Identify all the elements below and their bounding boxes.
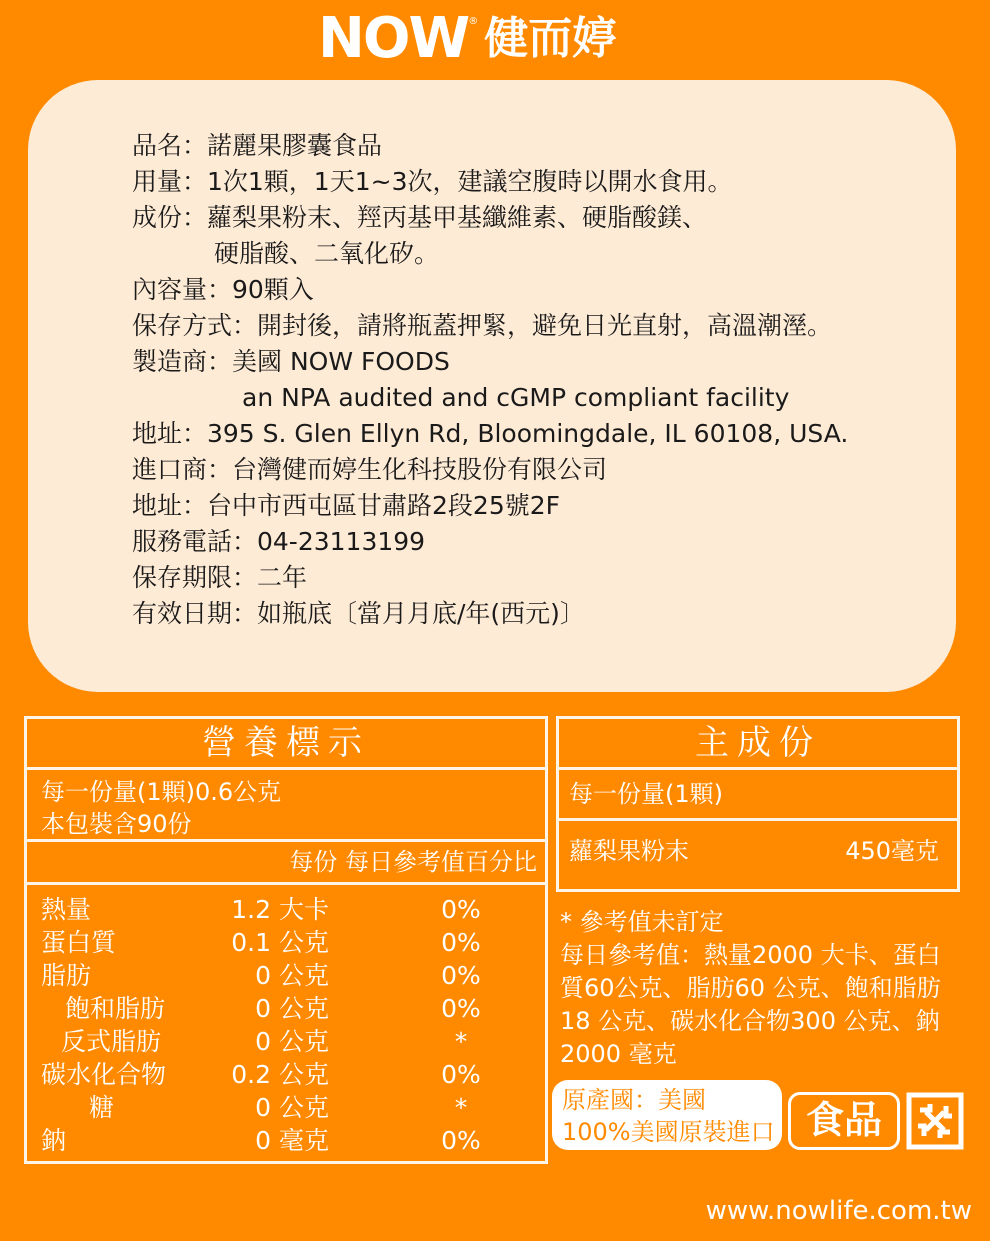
origin-badge xyxy=(552,1080,782,1150)
row-pct: * xyxy=(454,1093,468,1122)
info-importer: 進口商：台灣健而婷生化科技股份有限公司 xyxy=(132,455,608,484)
row-pct: 0% xyxy=(441,1126,481,1155)
logo-cn-text: 健而婷 xyxy=(484,13,617,64)
info-storage: 保存方式：開封後，請將瓶蓋押緊，避免日光直射，高溫潮溼。 xyxy=(132,311,833,340)
row-name: 糖 xyxy=(89,1093,115,1122)
nutrition-row-protein xyxy=(27,926,547,959)
main-ingredient-row xyxy=(559,821,957,881)
daily-value-notes xyxy=(560,906,960,1071)
row-value: 0 公克 xyxy=(255,1093,329,1122)
row-value: 0 毫克 xyxy=(255,1126,329,1155)
note-line: 質60公克、脂肪60 公克、飽和脂肪 xyxy=(560,974,941,1002)
nutrition-row-sodium xyxy=(27,1124,547,1157)
row-name: 脂肪 xyxy=(41,961,92,990)
brand-logo xyxy=(318,6,617,71)
info-shelf-life: 保存期限：二年 xyxy=(132,563,308,592)
row-value: 0 公克 xyxy=(255,994,329,1023)
info-usage: 用量：1次1顆，1天1~3次，建議空腹時以開水食用。 xyxy=(132,167,733,196)
note-line: * 參考值未訂定 xyxy=(560,908,724,936)
info-address-tw: 地址：台中市西屯區甘肅路2段25號2F xyxy=(132,491,561,520)
row-pct: 0% xyxy=(441,994,481,1023)
row-value: 0 公克 xyxy=(255,961,329,990)
main-ingredient-panel xyxy=(556,716,960,892)
row-name: 熱量 xyxy=(41,895,92,924)
row-pct: 0% xyxy=(441,1060,481,1089)
nutrition-row-energy xyxy=(27,893,547,926)
info-manufacturer: 製造商：美國 NOW FOODS xyxy=(132,347,450,376)
row-value: 0.1 公克 xyxy=(231,928,329,957)
row-name: 蛋白質 xyxy=(41,928,117,957)
info-ingredients: 成份：蘿梨果粉末、羥丙基甲基纖維素、硬脂酸鎂、 xyxy=(132,203,708,232)
info-product-name: 品名：諾麗果膠囊食品 xyxy=(132,131,383,160)
info-content: 內容量：90顆入 xyxy=(132,275,314,304)
website-url[interactable]: www.nowlife.com.tw xyxy=(705,1196,972,1226)
food-tag: 食品 xyxy=(788,1092,900,1150)
nutrition-row-carbohydrate xyxy=(27,1058,547,1091)
info-expiry: 有效日期：如瓶底〔當月月底/年(西元)〕 xyxy=(132,599,585,628)
origin-import: 100%美國原裝進口 xyxy=(562,1118,775,1146)
note-line: 每日參考值：熱量2000 大卡、蛋白 xyxy=(560,941,941,969)
nutrition-row-fat xyxy=(27,959,547,992)
registered-mark: ® xyxy=(468,16,479,27)
note-line: 18 公克、碳水化合物300 公克、鈉 xyxy=(560,1007,940,1035)
info-ingredients-cont: 硬脂酸、二氧化矽。 xyxy=(214,239,440,268)
nutrition-row-saturated-fat xyxy=(27,992,547,1025)
nutrition-row-sugar xyxy=(27,1091,547,1124)
row-pct: 0% xyxy=(441,895,481,924)
row-value: 1.2 大卡 xyxy=(231,895,329,924)
row-pct: 0% xyxy=(441,928,481,957)
product-info-lines xyxy=(132,128,848,632)
servings-per-pack: 本包裝含90份 xyxy=(41,810,192,838)
recycle-icon xyxy=(906,1092,964,1150)
origin-country: 原產國：美國 xyxy=(562,1086,706,1114)
info-manufacturer-cont: an NPA audited and cGMP compliant facility xyxy=(242,383,790,412)
logo-now-text: NOW xyxy=(318,6,469,71)
nutrition-serving xyxy=(27,770,545,842)
info-address-us: 地址：395 S. Glen Ellyn Rd, Bloomingdale, IL 60108, USA. xyxy=(132,419,849,448)
row-pct: 0% xyxy=(441,961,481,990)
row-name: 碳水化合物 xyxy=(41,1060,167,1089)
note-line: 2000 毫克 xyxy=(560,1040,677,1068)
nutrition-title: 營養標示 xyxy=(27,719,545,770)
row-name: 飽和脂肪 xyxy=(65,994,166,1023)
nutrition-row-trans-fat xyxy=(27,1025,547,1058)
row-name: 反式脂肪 xyxy=(61,1027,162,1056)
serving-size: 每一份量(1顆)0.6公克 xyxy=(41,778,282,806)
nutrition-facts-panel xyxy=(24,716,548,1164)
info-phone: 服務電話：04-23113199 xyxy=(132,527,426,556)
ingredient-amount: 450毫克 xyxy=(845,837,939,865)
row-pct: * xyxy=(454,1027,468,1056)
row-value: 0.2 公克 xyxy=(231,1060,329,1089)
ingredient-name: 蘿梨果粉末 xyxy=(569,837,689,865)
row-name: 鈉 xyxy=(41,1126,67,1155)
main-ingredient-title: 主成份 xyxy=(559,719,957,770)
main-ingredient-serving: 每一份量(1顆) xyxy=(559,770,957,821)
row-value: 0 公克 xyxy=(255,1027,329,1056)
nutrition-column-header: 每份 每日參考值百分比 xyxy=(27,842,545,885)
